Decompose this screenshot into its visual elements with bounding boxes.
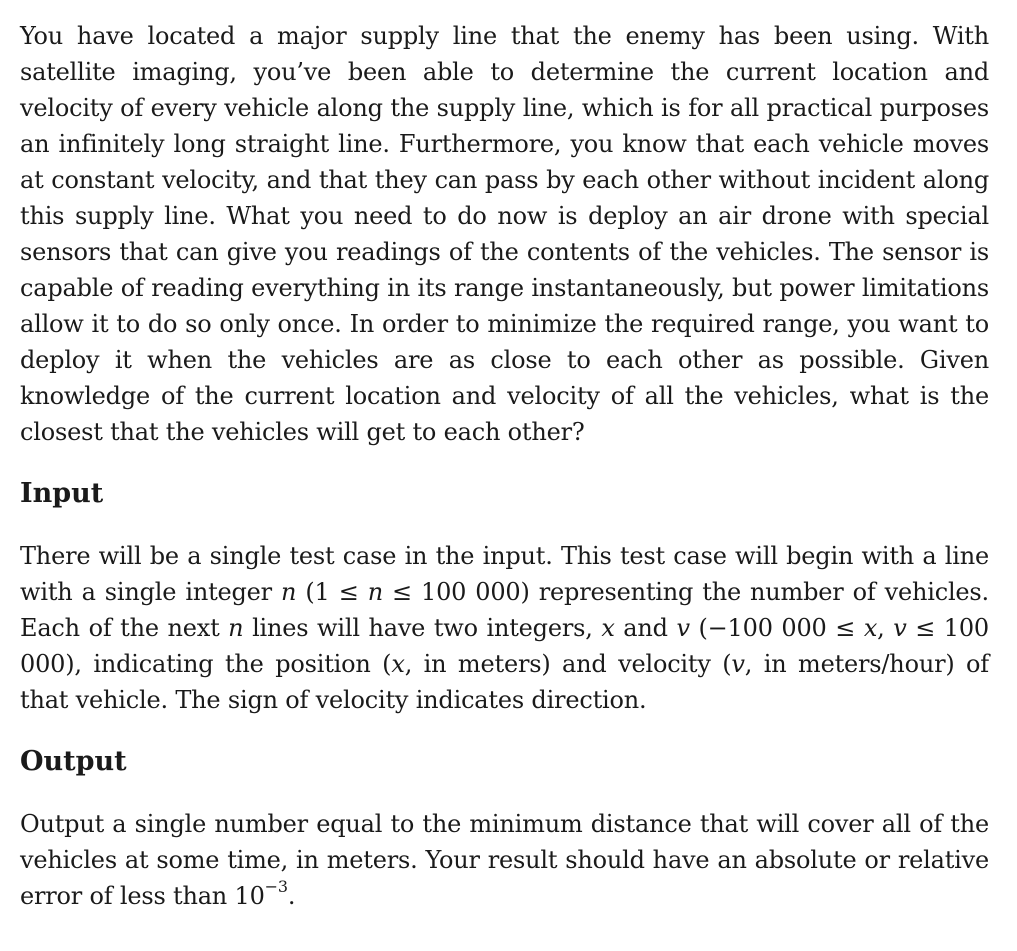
input-text-2: ( <box>296 578 315 606</box>
xv-lower-bound: −100 000 <box>707 614 827 642</box>
le-sign: ≤ <box>382 578 422 606</box>
error-exponent: −3 <box>264 877 288 896</box>
var-n: n <box>367 578 383 606</box>
input-text-4: lines will have two integers, <box>243 614 602 642</box>
input-heading: Input <box>20 478 104 509</box>
var-n: n <box>228 614 244 642</box>
le-sign: ≤ <box>826 614 864 642</box>
var-x: x <box>601 614 615 642</box>
output-heading: Output <box>20 746 127 777</box>
output-text-2: . <box>287 882 296 910</box>
input-text-3: ) representing the number of vehicles. Each of the next <box>20 578 989 642</box>
xv-upper-bound: 100 000 <box>20 614 990 678</box>
n-upper-bound: 100 000 <box>421 578 521 606</box>
var-x: x <box>391 650 405 678</box>
input-paragraph <box>20 538 989 718</box>
intro-paragraph: You have located a major supply line that the enemy has been using. With satellite imaging, you’ve been able to determine the current location and velocity of every vehicle along the supply line, which is for all practical purposes an infinitely long straight line. Furthermore, you know that each vehicle moves at constant velocity, and that they can pass by each other without incident along this supply line. What you need to do now is deploy an air drone with special sensors that can give you readings of the contents of the vehicles. The sensor is capable of reading everything in its range instantaneously, but power limitations allow it to do so only once. In order to minimize the required range, you want to deploy it when the vehicles are as close to each other as possible. Given knowledge of the current location and velocity of all the vehicles, what is the closest that the vehicles will get to each other? <box>20 22 989 446</box>
var-v: v <box>731 650 745 678</box>
error-base: 10 <box>234 882 265 910</box>
var-n: n <box>281 578 297 606</box>
var-v: v <box>893 614 907 642</box>
problem-statement <box>20 18 989 914</box>
output-text-1: Output a single number equal to the minimum distance that will cover all of the vehicles at some time, in meters. Your result should have an absolute or relative error of less than <box>20 810 989 910</box>
input-text-6: ( <box>689 614 708 642</box>
le-sign: ≤ <box>329 578 368 606</box>
comma: , <box>877 614 894 642</box>
input-text-8: , in meters) and velocity ( <box>404 650 732 678</box>
var-x: x <box>863 614 878 642</box>
n-lower-bound: 1 <box>314 578 330 606</box>
input-text-9: , in meters/hour) of that vehicle. The sign of velocity indicates direction. <box>20 650 989 714</box>
var-v: v <box>676 614 690 642</box>
output-paragraph <box>20 806 989 914</box>
input-text-5: and <box>614 614 677 642</box>
input-text-1: There will be a single test case in the input. This test case will begin with a line with a single integer <box>20 542 989 606</box>
le-sign: ≤ <box>906 614 944 642</box>
input-text-7: ), indicating the position ( <box>65 650 392 678</box>
